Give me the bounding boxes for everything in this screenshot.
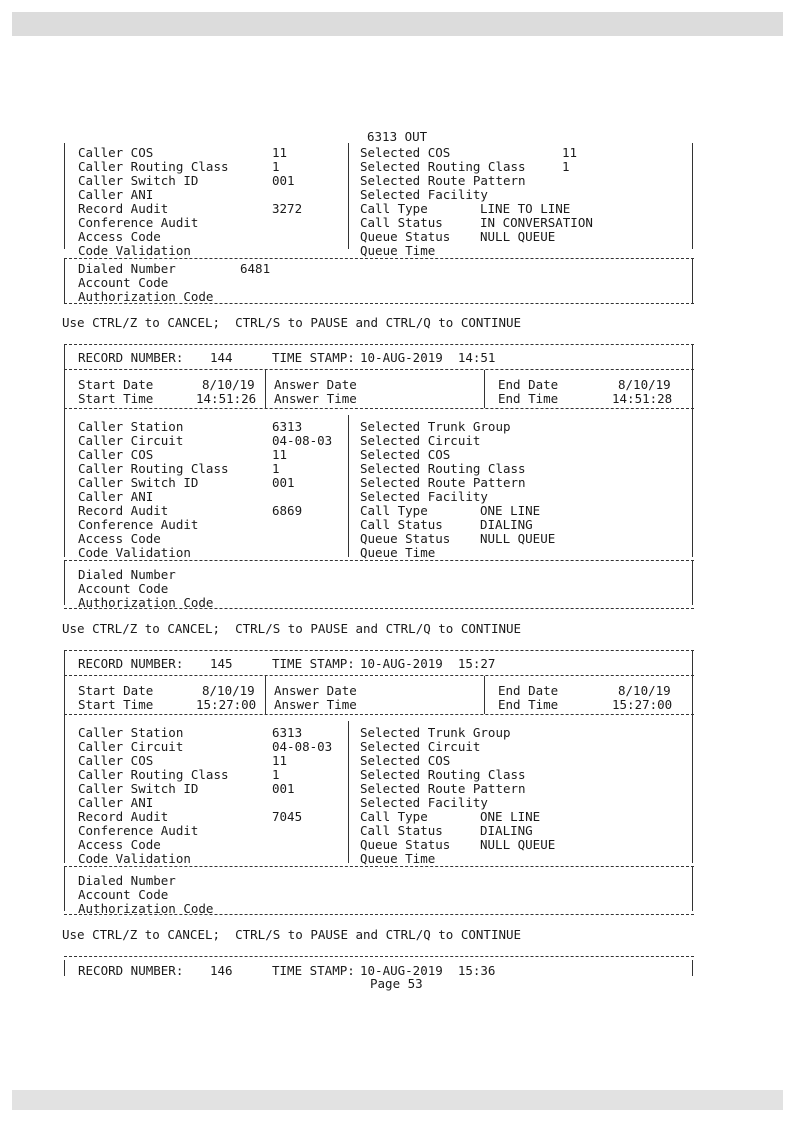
call-status-value: DIALING	[480, 517, 533, 532]
selected-facility-label: Selected Facility	[360, 187, 488, 202]
record-number-label: RECORD NUMBER:	[78, 350, 184, 365]
caller-routing-class-label: Caller Routing Class	[78, 767, 229, 782]
call-status-value: IN CONVERSATION	[480, 215, 593, 230]
caller-switch-id-value: 001	[272, 781, 295, 796]
divider	[64, 914, 694, 915]
queue-status-label: Queue Status	[360, 531, 451, 546]
record-number-label: RECORD NUMBER:	[78, 656, 184, 671]
answer-date-label: Answer Date	[274, 377, 357, 392]
end-date-value: 8/10/19	[618, 683, 671, 698]
caller-station-label: Caller Station	[78, 725, 184, 740]
selected-route-pattern-label: Selected Route Pattern	[360, 781, 526, 796]
caller-circuit-label: Caller Circuit	[78, 739, 184, 754]
time-stamp-value: 10-AUG-2019 14:51	[360, 350, 496, 365]
border-right	[692, 960, 693, 976]
column-divider	[484, 370, 485, 408]
divider	[64, 866, 694, 867]
caller-circuit-value: 04-08-03	[272, 739, 333, 754]
caller-switch-id-label: Caller Switch ID	[78, 475, 199, 490]
queue-status-label: Queue Status	[360, 837, 451, 852]
column-divider	[484, 676, 485, 714]
selected-trunk-group-label: Selected Trunk Group	[360, 419, 511, 434]
code-validation-label: Code Validation	[78, 851, 191, 866]
account-code-label: Account Code	[78, 887, 169, 902]
start-date-label: Start Date	[78, 683, 154, 698]
answer-date-label: Answer Date	[274, 683, 357, 698]
start-time-label: Start Time	[78, 391, 154, 406]
record-audit-label: Record Audit	[78, 201, 169, 216]
start-time-value: 14:51:26	[196, 391, 257, 406]
selected-cos-label: Selected COS	[360, 145, 451, 160]
dialed-number-label: Dialed Number	[78, 261, 176, 276]
caller-routing-class-label: Caller Routing Class	[78, 159, 229, 174]
record-audit-value: 6869	[272, 503, 303, 518]
access-code-label: Access Code	[78, 531, 161, 546]
end-date-value: 8/10/19	[618, 377, 671, 392]
selected-facility-label: Selected Facility	[360, 795, 488, 810]
queue-time-label: Queue Time	[360, 243, 436, 258]
divider	[64, 303, 694, 304]
border-left	[64, 715, 65, 863]
caller-circuit-label: Caller Circuit	[78, 433, 184, 448]
cancel-instructions: Use CTRL/Z to CANCEL; CTRL/S to PAUSE and CTRL/Q to CONTINUE	[62, 621, 522, 636]
caller-switch-id-label: Caller Switch ID	[78, 781, 199, 796]
selected-routing-class-label: Selected Routing Class	[360, 461, 526, 476]
call-type-value: ONE LINE	[480, 809, 541, 824]
queue-status-value: NULL QUEUE	[480, 229, 556, 244]
page-header-text: 6313 OUT	[367, 129, 428, 144]
border-left	[64, 143, 65, 249]
caller-station-label: Caller Station	[78, 419, 184, 434]
column-divider	[265, 676, 266, 714]
selected-circuit-label: Selected Circuit	[360, 433, 481, 448]
selected-routing-class-value: 1	[562, 159, 570, 174]
divider	[64, 258, 694, 259]
caller-switch-id-label: Caller Switch ID	[78, 173, 199, 188]
start-date-value: 8/10/19	[202, 377, 255, 392]
caller-ani-label: Caller ANI	[78, 795, 154, 810]
call-type-label: Call Type	[360, 809, 428, 824]
access-code-label: Access Code	[78, 229, 161, 244]
selected-route-pattern-label: Selected Route Pattern	[360, 173, 526, 188]
border-left	[64, 651, 65, 675]
border-left	[64, 561, 65, 605]
border-left	[64, 960, 65, 976]
border-left	[64, 676, 65, 714]
time-stamp-label: TIME STAMP:	[272, 656, 355, 671]
border-left	[64, 409, 65, 557]
cancel-instructions: Use CTRL/Z to CANCEL; CTRL/S to PAUSE and CTRL/Q to CONTINUE	[62, 315, 522, 330]
time-stamp-label: TIME STAMP:	[272, 350, 355, 365]
caller-ani-label: Caller ANI	[78, 187, 154, 202]
account-code-label: Account Code	[78, 275, 169, 290]
border-left	[64, 867, 65, 911]
record-audit-value: 3272	[272, 201, 303, 216]
time-stamp-label: TIME STAMP:	[272, 963, 355, 978]
queue-status-value: NULL QUEUE	[480, 531, 556, 546]
end-time-label: End Time	[498, 697, 559, 712]
caller-circuit-value: 04-08-03	[272, 433, 333, 448]
border-right	[692, 259, 693, 303]
end-time-value: 15:27:00	[612, 697, 673, 712]
column-divider	[265, 370, 266, 408]
record-audit-value: 7045	[272, 809, 303, 824]
selected-trunk-group-label: Selected Trunk Group	[360, 725, 511, 740]
call-status-label: Call Status	[360, 517, 443, 532]
queue-status-value: NULL QUEUE	[480, 837, 556, 852]
account-code-label: Account Code	[78, 581, 169, 596]
divider	[64, 714, 694, 715]
end-time-label: End Time	[498, 391, 559, 406]
caller-cos-label: Caller COS	[78, 447, 154, 462]
queue-time-label: Queue Time	[360, 545, 436, 560]
caller-routing-class-value: 1	[272, 159, 280, 174]
border-left	[64, 259, 65, 303]
call-type-label: Call Type	[360, 503, 428, 518]
caller-switch-id-value: 001	[272, 173, 295, 188]
divider	[64, 408, 694, 409]
selected-circuit-label: Selected Circuit	[360, 739, 481, 754]
caller-cos-value: 11	[272, 447, 288, 462]
divider	[64, 675, 694, 676]
code-validation-label: Code Validation	[78, 243, 191, 258]
conference-audit-label: Conference Audit	[78, 517, 199, 532]
border-right	[692, 409, 693, 557]
end-date-label: End Date	[498, 377, 559, 392]
start-time-label: Start Time	[78, 697, 154, 712]
border-right	[692, 715, 693, 863]
dialed-number-value: 6481	[240, 261, 271, 276]
record-number-value: 146	[210, 963, 233, 978]
end-date-label: End Date	[498, 683, 559, 698]
record-audit-label: Record Audit	[78, 809, 169, 824]
conference-audit-label: Conference Audit	[78, 823, 199, 838]
caller-station-value: 6313	[272, 419, 303, 434]
answer-time-label: Answer Time	[274, 697, 357, 712]
call-status-label: Call Status	[360, 823, 443, 838]
caller-switch-id-value: 001	[272, 475, 295, 490]
authorization-code-label: Authorization Code	[78, 901, 214, 916]
queue-status-label: Queue Status	[360, 229, 451, 244]
divider	[64, 608, 694, 609]
border-right	[692, 143, 693, 249]
answer-time-label: Answer Time	[274, 391, 357, 406]
caller-cos-label: Caller COS	[78, 145, 154, 160]
call-type-value: ONE LINE	[480, 503, 541, 518]
divider	[64, 560, 694, 561]
scan-top-band	[12, 12, 783, 36]
call-type-value: LINE TO LINE	[480, 201, 571, 216]
caller-cos-label: Caller COS	[78, 753, 154, 768]
call-status-label: Call Status	[360, 215, 443, 230]
selected-routing-class-label: Selected Routing Class	[360, 159, 526, 174]
caller-station-value: 6313	[272, 725, 303, 740]
border-right	[692, 345, 693, 369]
border-right	[692, 651, 693, 675]
conference-audit-label: Conference Audit	[78, 215, 199, 230]
record-number-value: 144	[210, 350, 233, 365]
caller-routing-class-label: Caller Routing Class	[78, 461, 229, 476]
call-type-label: Call Type	[360, 201, 428, 216]
column-divider	[348, 721, 349, 863]
selected-routing-class-label: Selected Routing Class	[360, 767, 526, 782]
dialed-number-label: Dialed Number	[78, 567, 176, 582]
time-stamp-value: 10-AUG-2019 15:36	[360, 963, 496, 978]
caller-routing-class-value: 1	[272, 461, 280, 476]
border-right	[692, 561, 693, 605]
page-number: Page 53	[370, 976, 423, 991]
code-validation-label: Code Validation	[78, 545, 191, 560]
time-stamp-value: 10-AUG-2019 15:27	[360, 656, 496, 671]
authorization-code-label: Authorization Code	[78, 595, 214, 610]
caller-routing-class-value: 1	[272, 767, 280, 782]
border-left	[64, 345, 65, 369]
record-audit-label: Record Audit	[78, 503, 169, 518]
start-date-value: 8/10/19	[202, 683, 255, 698]
divider	[64, 650, 694, 651]
border-right	[692, 867, 693, 911]
dialed-number-label: Dialed Number	[78, 873, 176, 888]
authorization-code-label: Authorization Code	[78, 289, 214, 304]
end-time-value: 14:51:28	[612, 391, 673, 406]
caller-cos-value: 11	[272, 753, 288, 768]
record-number-value: 145	[210, 656, 233, 671]
border-right	[692, 370, 693, 408]
divider	[64, 344, 694, 345]
cancel-instructions: Use CTRL/Z to CANCEL; CTRL/S to PAUSE and CTRL/Q to CONTINUE	[62, 927, 522, 942]
selected-cos-label: Selected COS	[360, 447, 451, 462]
divider	[64, 956, 694, 957]
scan-bottom-band	[12, 1090, 783, 1110]
access-code-label: Access Code	[78, 837, 161, 852]
divider	[64, 369, 694, 370]
border-left	[64, 370, 65, 408]
record-number-label: RECORD NUMBER:	[78, 963, 184, 978]
caller-ani-label: Caller ANI	[78, 489, 154, 504]
start-time-value: 15:27:00	[196, 697, 257, 712]
caller-cos-value: 11	[272, 145, 288, 160]
selected-cos-value: 11	[562, 145, 578, 160]
queue-time-label: Queue Time	[360, 851, 436, 866]
border-right	[692, 676, 693, 714]
call-status-value: DIALING	[480, 823, 533, 838]
column-divider	[348, 143, 349, 249]
start-date-label: Start Date	[78, 377, 154, 392]
selected-facility-label: Selected Facility	[360, 489, 488, 504]
selected-cos-label: Selected COS	[360, 753, 451, 768]
column-divider	[348, 415, 349, 557]
selected-route-pattern-label: Selected Route Pattern	[360, 475, 526, 490]
